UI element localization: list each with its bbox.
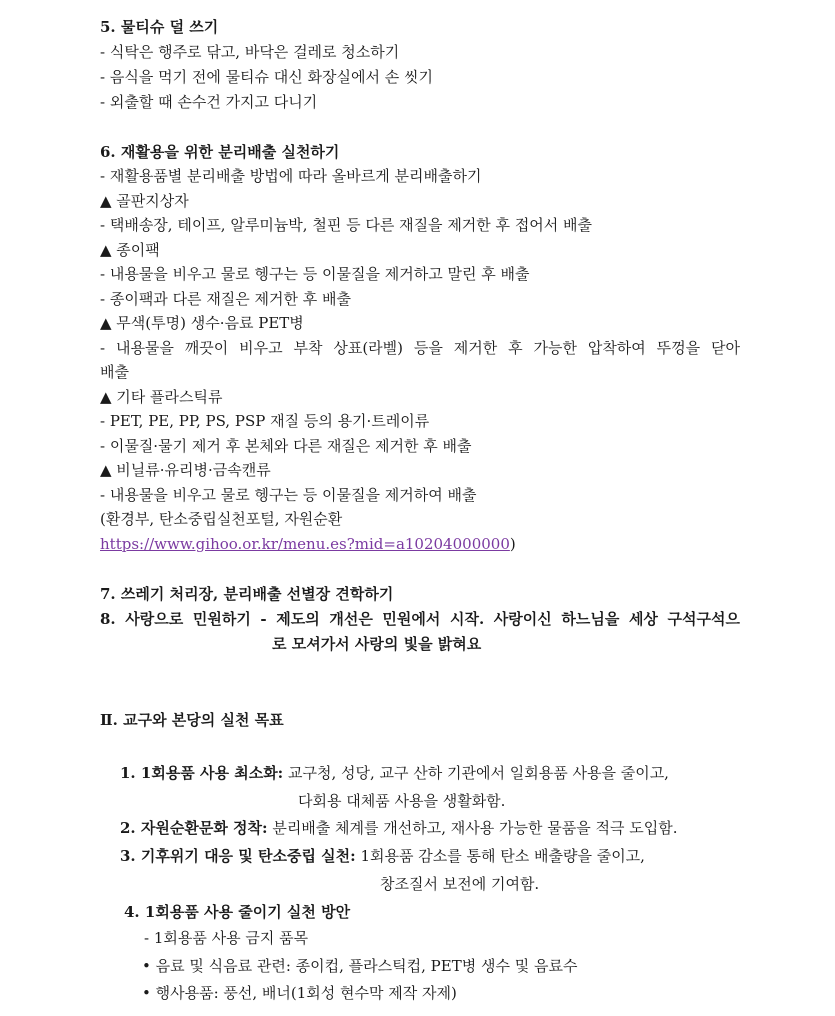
goal-3 — [120, 846, 645, 866]
category-heading: ▲ 무색(투명) 생수·음료 PET병 — [100, 314, 304, 332]
goal-3-continuation: 창조질서 보전에 기여함. — [380, 875, 540, 893]
goal-1-label: 1. 1회용품 사용 최소화: — [120, 764, 284, 782]
source-link-line — [100, 534, 516, 554]
section-6-title: 6. 재활용을 위한 분리배출 실천하기 — [100, 143, 340, 161]
list-item: - 내용물을 비우고 물로 헹구는 등 이물질을 제거하여 배출 — [100, 486, 477, 504]
list-item: - 외출할 때 손수건 가지고 다니기 — [100, 93, 318, 111]
list-item-continuation: 배출 — [100, 363, 129, 381]
category-heading: ▲ 골판지상자 — [100, 192, 189, 210]
list-item: - 택배송장, 테이프, 알루미늄박, 철핀 등 다른 재질을 제거한 후 접어서 배출 — [100, 216, 593, 234]
goal-4-title: 4. 1회용품 사용 줄이기 실천 방안 — [124, 903, 351, 921]
list-item: - 재활용품별 분리배출 방법에 따라 올바르게 분리배출하기 — [100, 167, 482, 185]
goal-4-subheading: - 1회용품 사용 금지 품목 — [144, 929, 309, 947]
goal-2 — [120, 818, 678, 838]
section-8-line-1: 8. 사랑으로 민원하기 - 제도의 개선은 민원에서 시작. 사랑이신 하느님을 세상 구석구석으 — [100, 610, 740, 628]
source-link[interactable]: https://www.gihoo.or.kr/menu.es?mid=a10204000000 — [100, 535, 510, 553]
category-heading: ▲ 비닐류·유리병·금속캔류 — [100, 461, 271, 479]
section-8-line-2: 로 모셔가서 사랑의 빛을 밝혀요 — [272, 635, 482, 653]
list-item: - 내용물을 비우고 물로 헹구는 등 이물질을 제거하고 말린 후 배출 — [100, 265, 530, 283]
source-close-paren: ) — [509, 535, 516, 553]
goal-2-text: 분리배출 체계를 개선하고, 재사용 가능한 물품을 적극 도입함. — [267, 819, 678, 837]
goal-2-label: 2. 자원순환문화 정착: — [120, 819, 268, 837]
list-item: - 식탁은 행주로 닦고, 바닥은 걸레로 청소하기 — [100, 43, 400, 61]
list-item: - PET, PE, PP, PS, PSP 재질 등의 용기·트레이류 — [100, 412, 430, 430]
goal-3-label: 3. 기후위기 대응 및 탄소중립 실천: — [120, 847, 356, 865]
category-heading: ▲ 종이팩 — [100, 241, 160, 259]
list-item: - 이물질·물기 제거 후 본체와 다른 재질은 제거한 후 배출 — [100, 437, 472, 455]
list-item: • 행사용품: 풍선, 배너(1회성 현수막 제작 자제) — [142, 984, 457, 1002]
list-item: - 종이팩과 다른 재질은 제거한 후 배출 — [100, 290, 352, 308]
list-item: • 음료 및 식음료 관련: 종이컵, 플라스틱컵, PET병 생수 및 음료수 — [142, 957, 578, 975]
goal-1-text: 교구청, 성당, 교구 산하 기관에서 일회용품 사용을 줄이고, — [283, 764, 669, 782]
category-heading: ▲ 기타 플라스틱류 — [100, 388, 223, 406]
goal-1 — [120, 763, 669, 783]
goal-3-text: 1회용품 감소를 통해 탄소 배출량을 줄이고, — [355, 847, 645, 865]
goal-1-continuation: 다회용 대체품 사용을 생활화함. — [298, 792, 506, 810]
list-item: - 내용물을 깨끗이 비우고 부착 상표(라벨) 등을 제거한 후 가능한 압착하여 뚜껑을 닫아 — [100, 339, 740, 357]
part-2-title: Ⅱ. 교구와 본당의 실천 목표 — [100, 711, 284, 729]
source-citation: (환경부, 탄소중립실천포털, 자원순환 — [100, 510, 343, 528]
section-5-title: 5. 물티슈 덜 쓰기 — [100, 18, 219, 36]
section-7-title: 7. 쓰레기 처리장, 분리배출 선별장 견학하기 — [100, 585, 394, 603]
list-item: - 음식을 먹기 전에 물티슈 대신 화장실에서 손 씻기 — [100, 68, 434, 86]
